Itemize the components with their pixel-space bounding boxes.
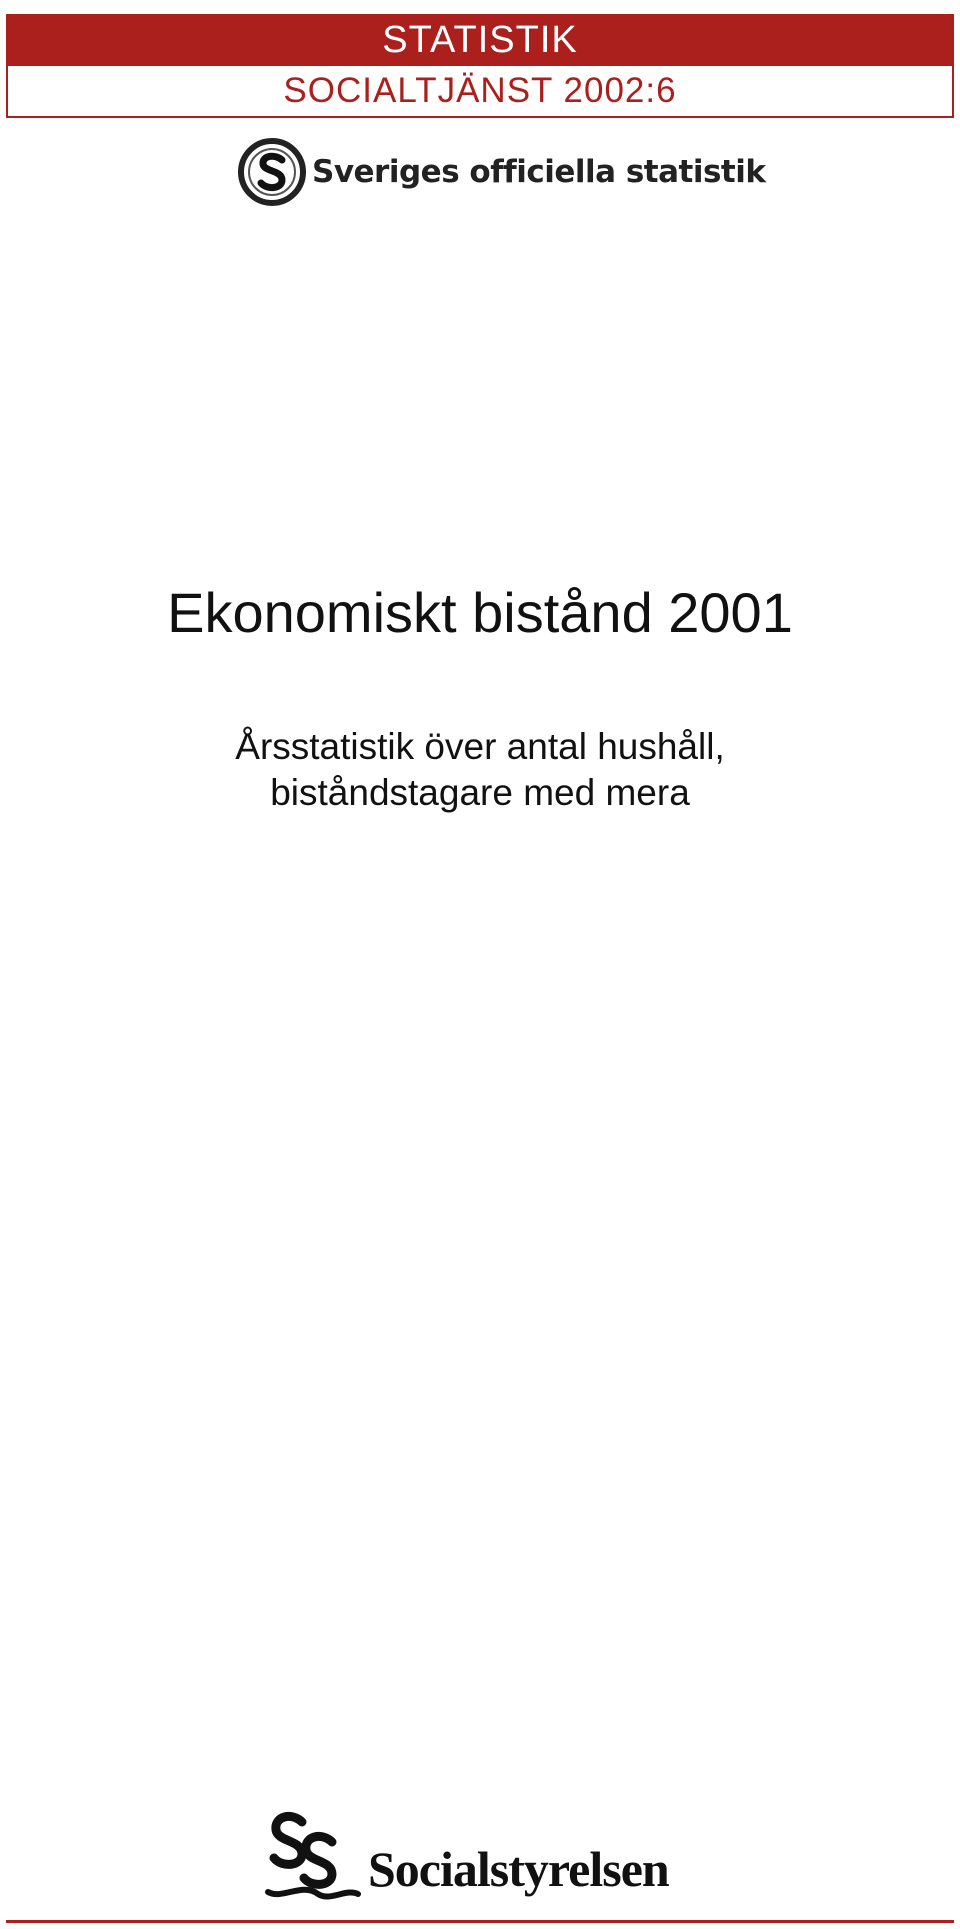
- publisher-name: Socialstyrelsen: [368, 1841, 669, 1897]
- document-subtitle: [0, 724, 960, 816]
- footer-rule: [6, 1920, 954, 1923]
- sos-logo-text: Sveriges officiella statistik: [312, 154, 766, 190]
- publisher-logo: [262, 1808, 669, 1904]
- subtitle-line-1: Årsstatistik över antal hushåll,: [235, 726, 725, 767]
- socialstyrelsen-emblem-icon: [262, 1808, 362, 1904]
- category-label: STATISTIK: [382, 18, 578, 61]
- sos-emblem-icon: [236, 136, 308, 208]
- sos-logo: [236, 134, 765, 210]
- subtitle-line-2: biståndstagare med mera: [270, 772, 690, 813]
- series-label: SOCIALTJÄNST 2002:6: [283, 71, 677, 110]
- document-title: Ekonomiskt bistånd 2001: [167, 581, 793, 644]
- category-banner: [6, 14, 954, 66]
- series-label-box: [6, 66, 954, 118]
